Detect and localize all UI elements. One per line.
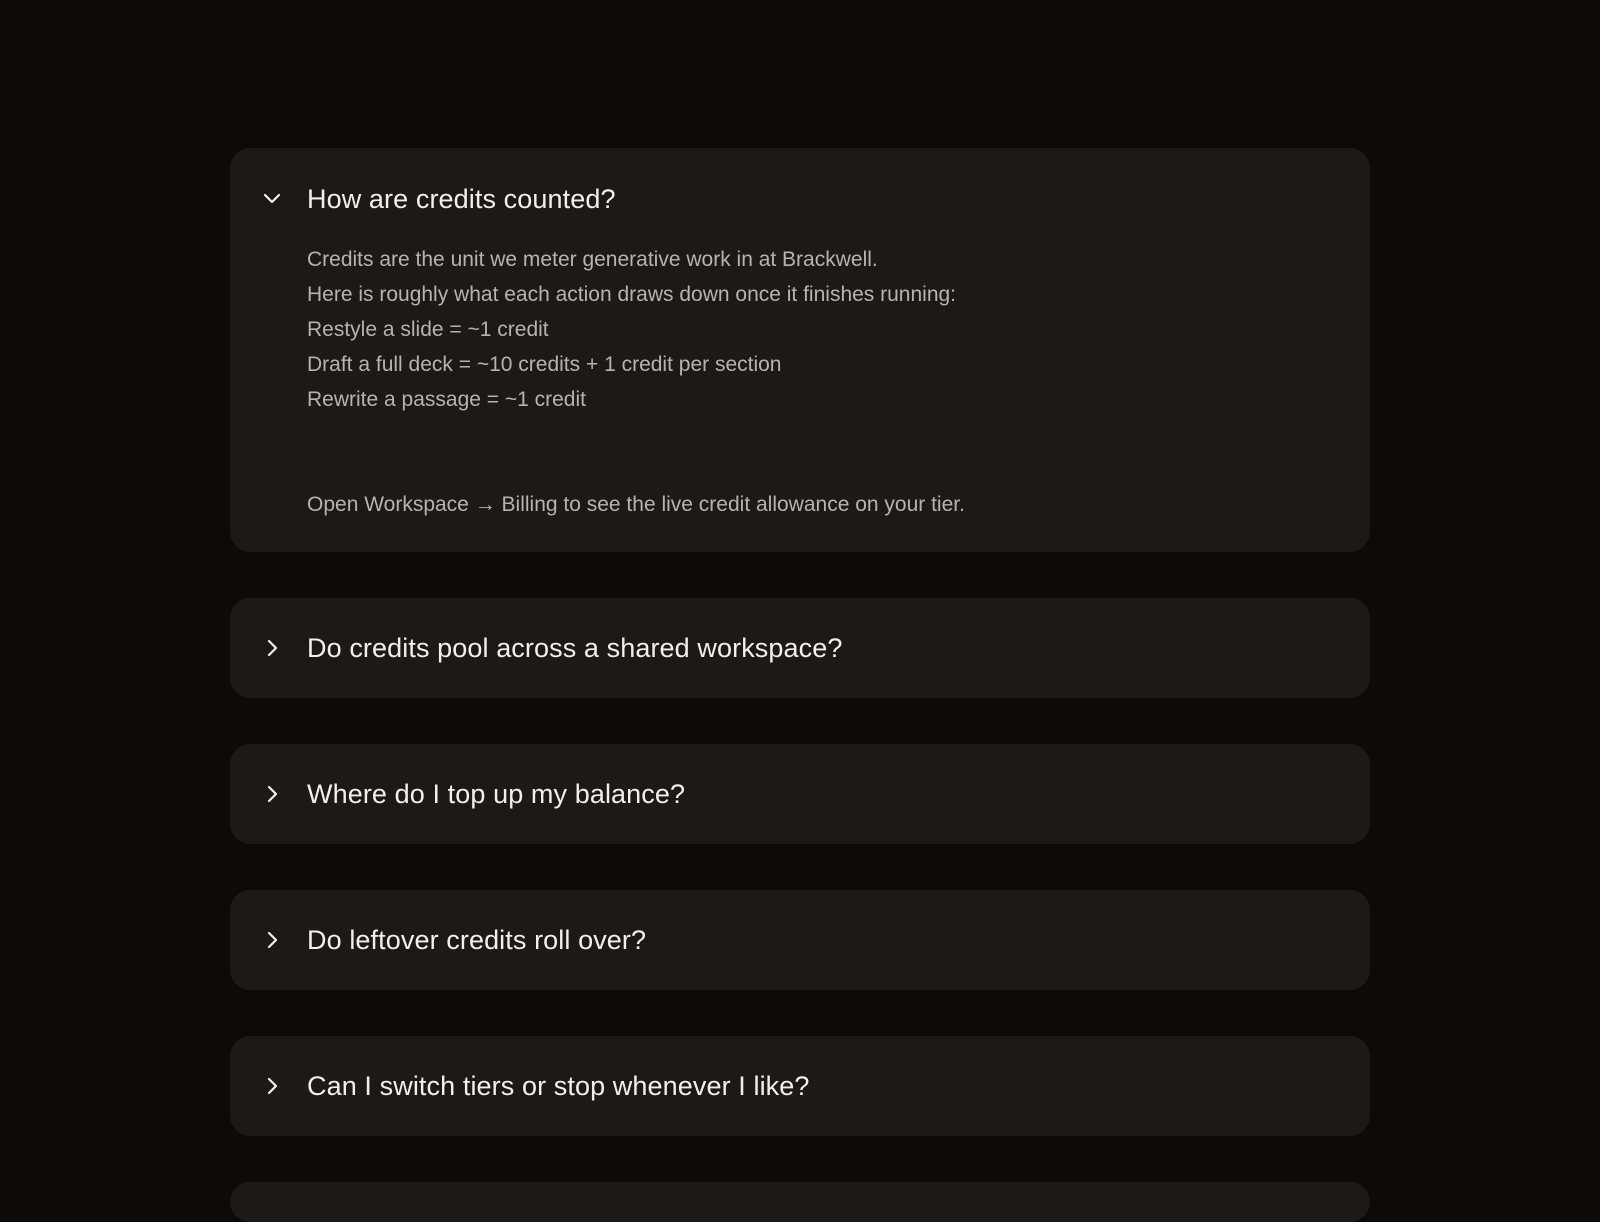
answer-line: Rewrite a passage = ~1 credit [307, 388, 586, 411]
faq-toggle[interactable] [230, 148, 1370, 250]
faq-toggle[interactable] [230, 598, 1370, 698]
faq-question: Can I switch tiers or stop whenever I like? [307, 1070, 810, 1101]
faq-toggle[interactable] [230, 1036, 1370, 1136]
answer-line: Draft a full deck = ~10 credits + 1 credit per section [307, 353, 782, 376]
faq-item [230, 598, 1370, 698]
faq-item [230, 890, 1370, 990]
faq-question: Do leftover credits roll over? [307, 924, 647, 955]
faq-toggle[interactable] [230, 890, 1370, 990]
faq-item [230, 1036, 1370, 1136]
answer-line: Here is roughly what each action draws down once it finishes running: [307, 283, 957, 306]
answer-footer: Open Workspace → Billing to see the live credit allowance on your tier. [307, 493, 965, 516]
faq-question: How are credits counted? [307, 183, 616, 214]
chevron-right-icon [262, 784, 282, 804]
chevron-right-icon [262, 1076, 282, 1096]
faq-question: Do credits pool across a shared workspace? [307, 632, 843, 663]
faq-list [230, 148, 1370, 1222]
chevron-right-icon [262, 930, 282, 950]
answer-spacer [307, 417, 1330, 487]
faq-answer [230, 242, 1370, 552]
faq-question: Where do I top up my balance? [307, 778, 686, 809]
faq-item [230, 148, 1370, 552]
faq-item [230, 744, 1370, 844]
faq-toggle[interactable] [230, 744, 1370, 844]
answer-line: Restyle a slide = ~1 credit [307, 318, 549, 341]
faq-item-partial[interactable] [230, 1182, 1370, 1222]
chevron-down-icon [262, 189, 282, 209]
answer-line: Credits are the unit we meter generative work in at Brackwell. [307, 248, 878, 271]
chevron-right-icon [262, 638, 282, 658]
